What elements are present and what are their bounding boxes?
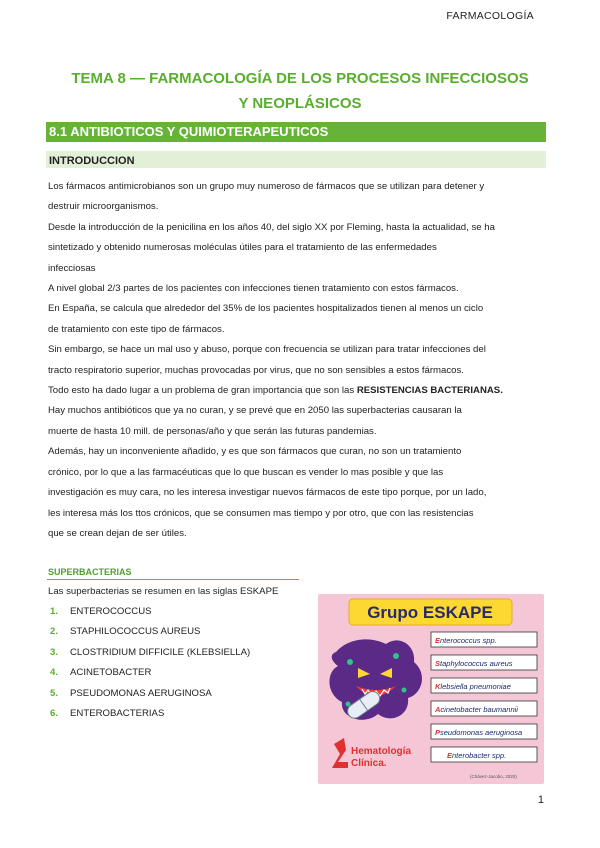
body-line: destruir microorganismos. <box>48 201 159 213</box>
eskape-row <box>431 678 537 693</box>
section-heading-bar <box>46 122 546 142</box>
list-item <box>50 684 250 704</box>
list-label: ACINETOBACTER <box>70 667 152 679</box>
svg-text:Acinetobacter baumannii <box>434 705 518 714</box>
list-number: 2. <box>50 626 59 638</box>
list-item <box>50 643 250 663</box>
list-label: STAPHILOCOCCUS AUREUS <box>70 626 201 638</box>
body-line: crónico, por lo que a las farmacéuticas que lo que buscan es vender lo mas posible y que las <box>48 466 444 478</box>
bacterium-spot <box>393 653 399 659</box>
list-item <box>50 602 250 622</box>
row-label: lebsiella pneumoniae <box>440 682 511 691</box>
list-label: PSEUDOMONAS AERUGINOSA <box>70 687 212 699</box>
superbacterias-heading: SUPERBACTERIAS <box>48 567 132 577</box>
row-initial: A <box>435 705 441 714</box>
eskape-row <box>431 655 537 670</box>
superbacterias-underline <box>47 579 299 580</box>
list-item <box>50 663 250 683</box>
row-label: seudomonas aeruginosa <box>440 728 523 737</box>
row-label: cinetobacter baumannii <box>440 705 518 714</box>
logo-line-2: Clínica. <box>351 758 387 769</box>
body-line: Hay muchos antibióticos que ya no curan, y se prevé que en 2050 las superbacterias causaran la <box>48 405 462 417</box>
body-line: que se crean dejan de ser útiles. <box>48 527 187 539</box>
body-line: Los fármacos antimicrobianos son un grupo muy numeroso de fármacos que se utilizan para detener y <box>48 181 485 192</box>
section-heading: 8.1 ANTIBIOTICOS Y QUIMIOTERAPEUTICOS <box>49 124 329 139</box>
bacterium-icon <box>329 639 422 719</box>
list-number: 6. <box>50 707 59 719</box>
body-line: Sin embargo, se hace un mal uso y abuso, porque con frecuencia se utilizan para tratar infecciones del <box>48 344 486 356</box>
intro-body <box>48 177 548 544</box>
body-line: de tratamiento con este tipo de fármacos. <box>48 323 225 335</box>
eskape-list <box>50 602 250 724</box>
list-label: CLOSTRIDIUM DIFFICILE (KLEBSIELLA) <box>70 646 251 658</box>
eskape-row <box>431 747 537 762</box>
logo-mark-icon <box>332 738 348 768</box>
svg-text:Staphylococcus aureus <box>435 659 513 668</box>
svg-text:Pseudomonas aeruginosa <box>435 728 522 737</box>
image-credit: (Chávez-Jacobo, 2020) <box>470 774 517 779</box>
eskape-row <box>431 724 537 739</box>
eskape-row <box>431 632 537 647</box>
list-number: 4. <box>50 667 59 679</box>
intro-heading: INTRODUCCION <box>49 155 135 167</box>
infographic-title: Grupo ESKAPE <box>367 603 493 622</box>
body-line: tracto respiratorio superior, muchas provocadas por virus, que no son sensibles a estos fármacos. <box>48 364 464 376</box>
body-line: sintetizado y obtenido numerosas moléculas útiles para el tratamiento de las enfermedades <box>48 242 437 254</box>
page-title <box>0 66 600 116</box>
bacterium-spot <box>402 688 407 693</box>
svg-text:Enterobacter spp. <box>447 751 506 760</box>
svg-text:Klebsiella pneumoniae <box>435 682 511 691</box>
eskape-row <box>431 701 537 716</box>
row-initial: E <box>447 751 453 760</box>
body-line-emphasis <box>48 381 548 401</box>
bacterium-spot <box>347 659 353 665</box>
row-initial: K <box>435 682 441 691</box>
row-label: taphylococcus aureus <box>440 659 513 668</box>
list-label: ENTEROBACTERIAS <box>70 707 165 719</box>
list-number: 3. <box>50 646 59 658</box>
row-initial: S <box>435 659 441 668</box>
body-line: Desde la introducción de la penicilina en los años 40, del siglo XX por Fleming, hasta la actualidad, se ha <box>48 221 495 233</box>
hematologia-logo <box>332 738 411 769</box>
page-title-line-2: Y NEOPLÁSICOS <box>238 95 362 112</box>
body-line: En España, se calcula que alrededor del 35% de los pacientes hospitalizados tienen al menos un ciclo <box>48 303 484 315</box>
svg-text:Enterococcus spp. <box>435 636 497 645</box>
body-line: A nivel global 2/3 partes de los pacientes con infecciones tienen tratamiento con estos fármacos. <box>48 283 459 295</box>
body-text: Todo esto ha dado lugar a un problema de gran importancia que son las <box>48 385 357 397</box>
page-title-line-1: TEMA 8 — FARMACOLOGÍA DE LOS PROCESOS INFECCIOSOS <box>71 70 529 87</box>
list-number: 5. <box>50 687 59 699</box>
page-number: 1 <box>537 794 544 806</box>
intro-heading-band <box>46 151 546 168</box>
list-item <box>50 622 250 642</box>
list-label: ENTEROCOCCUS <box>70 606 152 617</box>
running-header: FARMACOLOGÍA <box>446 10 534 22</box>
superbacterias-intro: Las superbacterias se resumen en las siglas ESKAPE <box>48 586 279 597</box>
list-number: 1. <box>50 606 59 617</box>
eskape-infographic-art <box>318 594 544 784</box>
body-line: infecciosas <box>48 262 96 274</box>
row-initial: P <box>435 728 441 737</box>
body-line: muerte de hasta 10 mill. de personas/año y que serán las futuras pandemias. <box>48 425 377 437</box>
body-line: les interesa más los ttos crónicos, que se consumen mas tiempo y por otro, que con las resistencias <box>48 507 474 519</box>
body-line: investigación es muy cara, no les interesa investigar nuevos fármacos de este tipo porque, por un lado, <box>48 487 487 499</box>
body-line: Además, hay un inconveniente añadido, y es que son fármacos que curan, no son un tratamiento <box>48 446 462 458</box>
row-label: nterococcus spp. <box>440 636 497 645</box>
logo-line-1: Hematología <box>351 746 412 757</box>
resistance-highlight: RESISTENCIAS BACTERIANAS. <box>356 385 503 397</box>
row-initial: E <box>435 636 441 645</box>
row-label: nterobacter spp. <box>452 751 507 760</box>
eskape-infographic <box>318 594 544 784</box>
list-item <box>50 704 250 724</box>
